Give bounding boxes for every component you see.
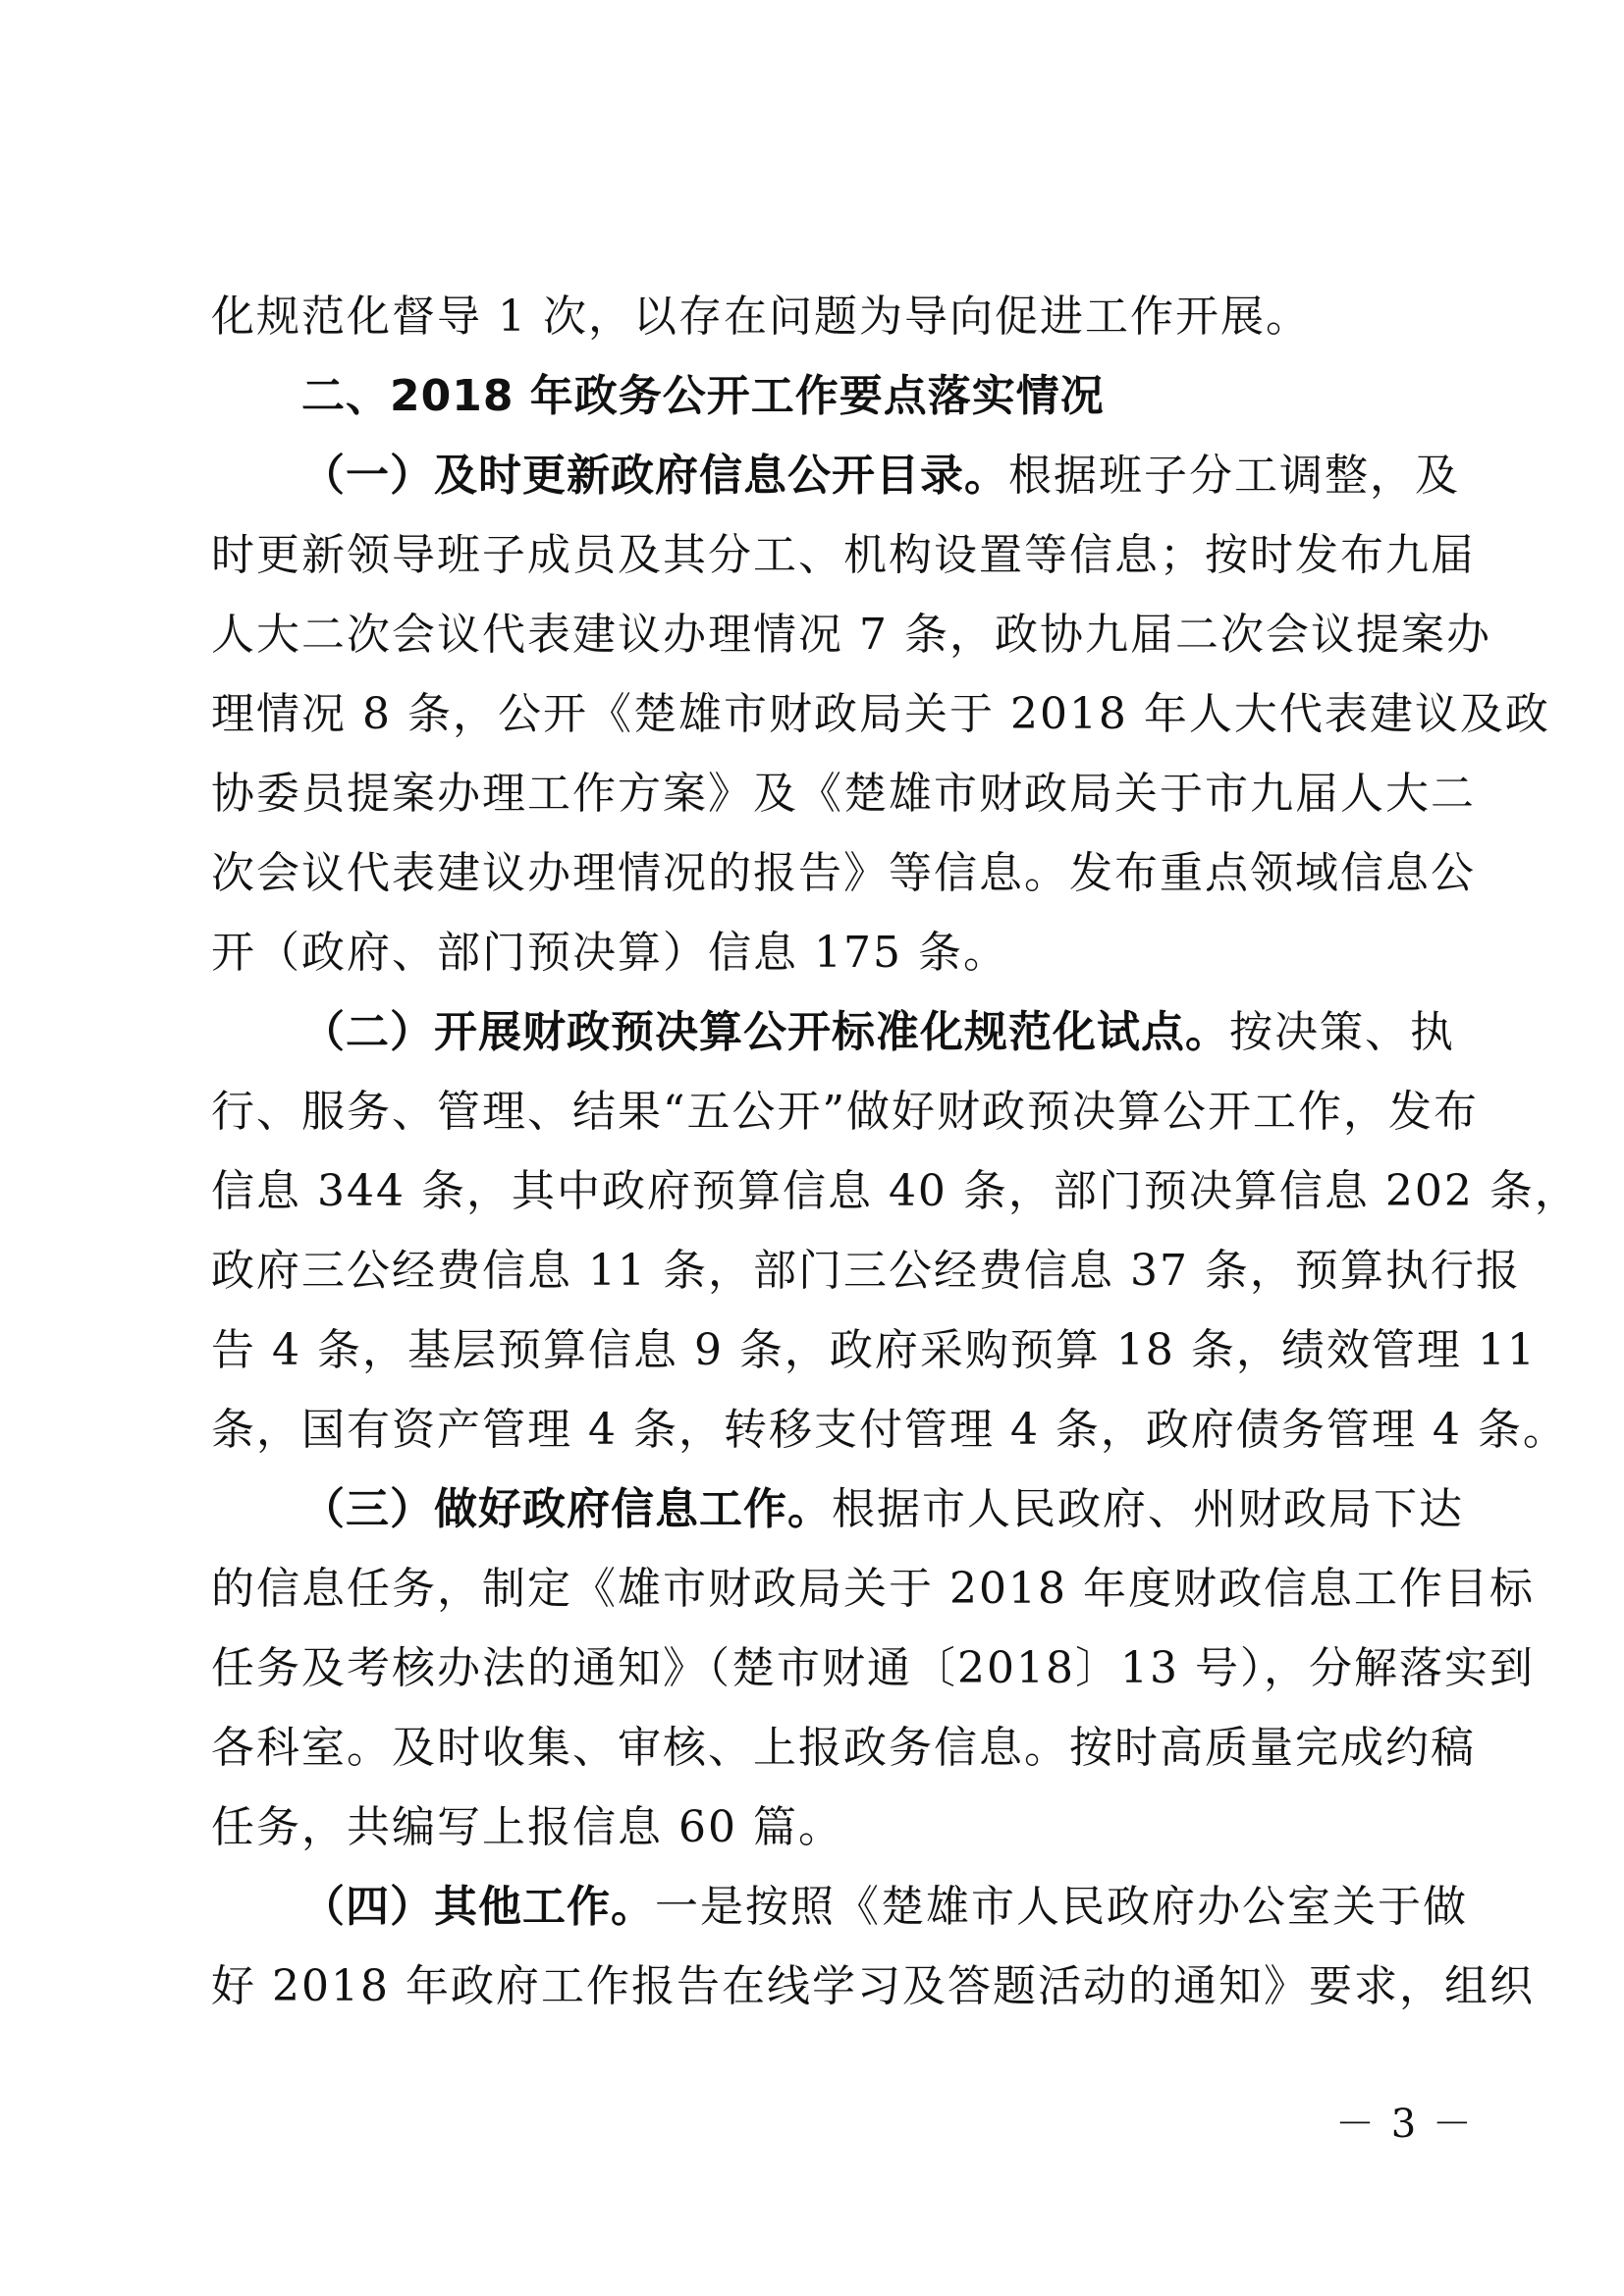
text-line: 任务及考核办法的通知》（楚市财通〔2018〕13 号），分解落实到: [211, 1643, 1535, 1693]
subheading: （四）其他工作。: [301, 1882, 655, 1932]
text-span: 按决策、执: [1229, 1007, 1455, 1057]
text-line: 条，国有资产管理 4 条，转移支付管理 4 条，政府债务管理 4 条。: [211, 1405, 1568, 1455]
paragraph-2: [211, 992, 1580, 1469]
text-span: 根据市人民政府、州财政局下达: [832, 1484, 1464, 1534]
paragraph-4: [211, 1867, 1535, 2026]
subheading: （二）开展财政预决算公开标准化规范化试点。: [301, 1007, 1229, 1057]
text-line: 人大二次会议代表建议办理情况 7 条，政协九届二次会议提案办: [211, 610, 1491, 660]
text-line: 行、服务、管理、结果“五公开”做好财政预决算公开工作，发布: [211, 1087, 1479, 1137]
text-line: 理情况 8 条，公开《楚雄市财政局关于 2018 年人大代表建议及政: [211, 689, 1550, 739]
section-heading: [211, 356, 1438, 436]
text-line: 信息 344 条，其中政府预算信息 40 条，部门预决算信息 202 条，: [211, 1166, 1580, 1216]
text-line: 次会议代表建议办理情况的报告》等信息。发布重点领域信息公: [211, 848, 1476, 898]
paragraph-3: [211, 1469, 1535, 1867]
page-number: － 3 －: [1335, 2102, 1474, 2147]
text-line: [211, 1469, 1464, 1549]
text-line: [211, 1867, 1468, 1947]
paragraph-continuation: [211, 277, 1438, 356]
text-line: 的信息任务，制定《雄市财政局关于 2018 年度财政信息工作目标: [211, 1564, 1535, 1614]
subheading: （一）及时更新政府信息公开目录。: [301, 451, 1008, 501]
text-line: 协委员提案办理工作方案》及《楚雄市财政局关于市九届人大二: [211, 769, 1476, 819]
text-line: 政府三公经费信息 11 条，部门三公经费信息 37 条，预算执行报: [211, 1246, 1521, 1296]
subheading: （三）做好政府信息工作。: [301, 1484, 832, 1534]
text-line: 任务，共编写上报信息 60 篇。: [211, 1802, 843, 1852]
text-line: 开（政府、部门预决算）信息 175 条。: [211, 928, 1008, 978]
text-line: 好 2018 年政府工作报告在线学习及答题活动的通知》要求，组织: [211, 1961, 1535, 2011]
text-span: 根据班子分工调整，及: [1008, 451, 1460, 501]
text-span: 一是按照《楚雄市人民政府办公室关于做: [655, 1882, 1468, 1932]
text-line: 化规范化督导 1 次，以存在问题为导向促进工作开展。: [211, 292, 1311, 342]
text-line: 告 4 条，基层预算信息 9 条，政府采购预算 18 条，绩效管理 11: [211, 1325, 1537, 1375]
paragraph-1: [211, 436, 1550, 992]
text-line: 时更新领导班子成员及其分工、机构设置等信息；按时发布九届: [211, 530, 1476, 580]
text-line: [211, 992, 1455, 1072]
text-line: [211, 436, 1460, 515]
section-heading-text: 二、2018 年政务公开工作要点落实情况: [301, 371, 1105, 421]
document-body: [211, 277, 1580, 2026]
text-line: 各科室。及时收集、审核、上报政务信息。按时高质量完成约稿: [211, 1723, 1476, 1773]
